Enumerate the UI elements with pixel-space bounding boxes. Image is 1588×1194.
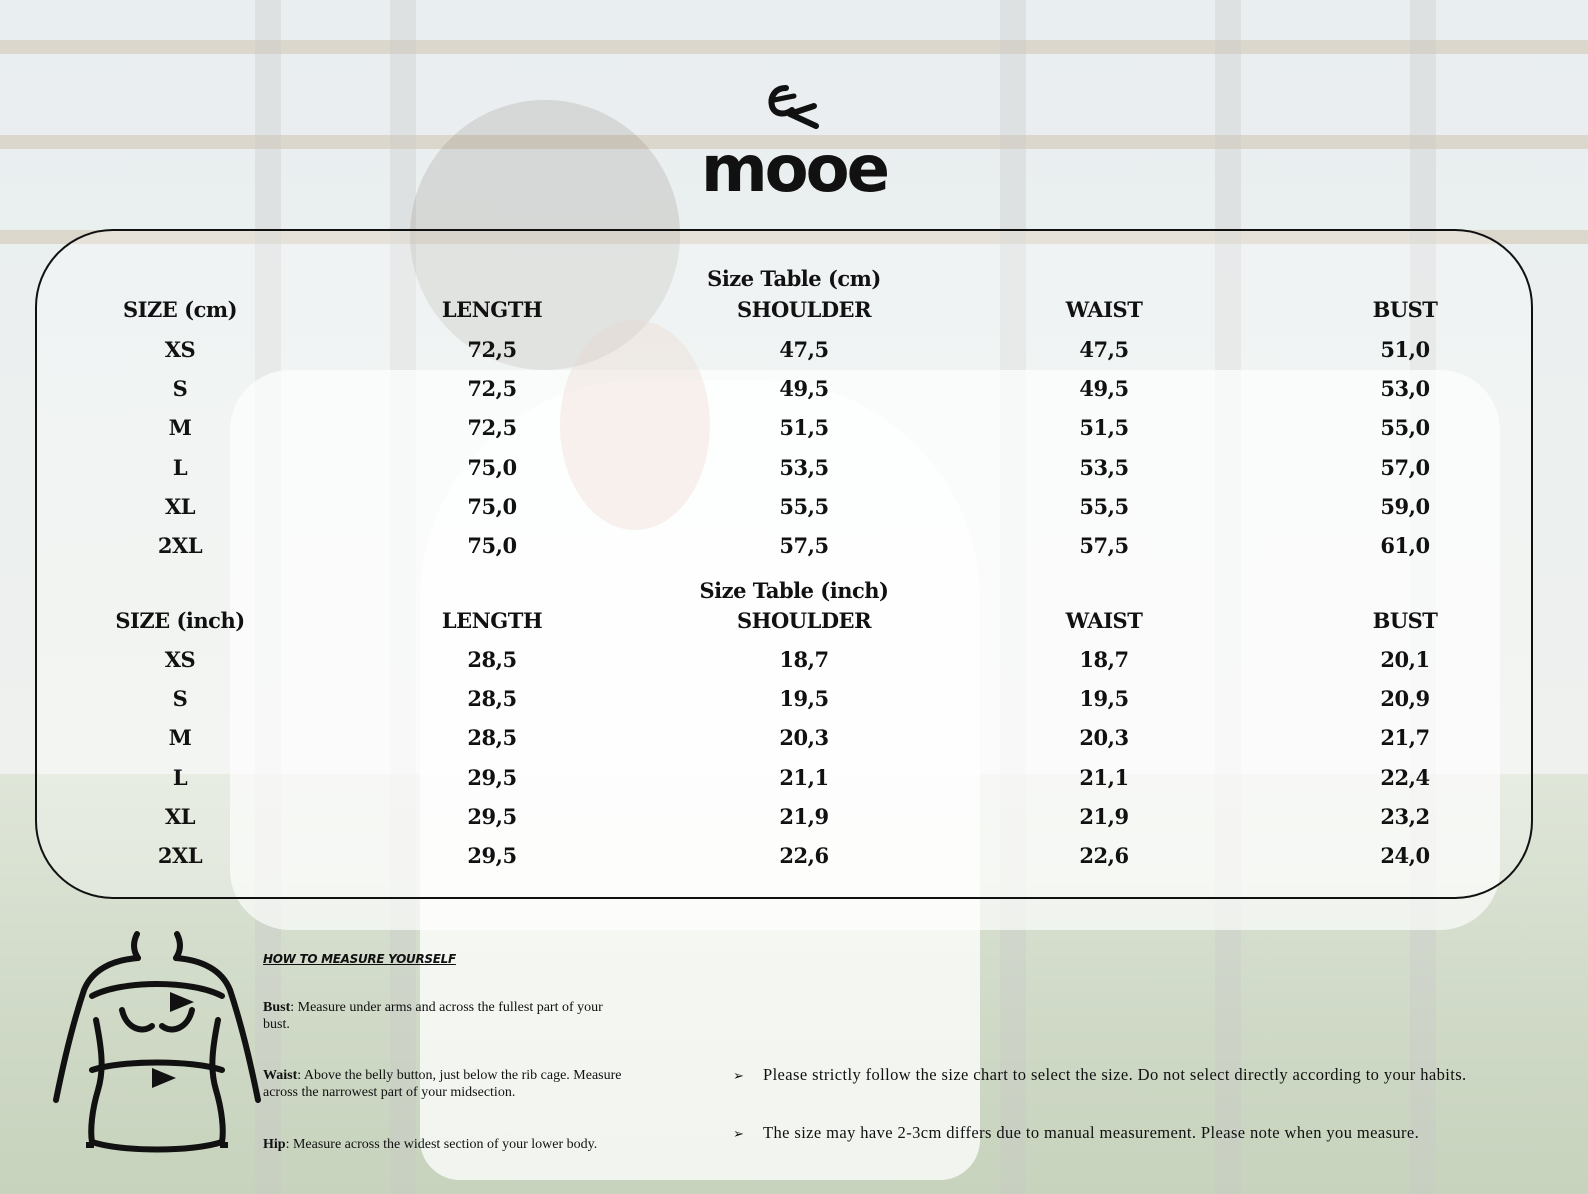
header-cell: LENGTH (441, 297, 543, 322)
mooe-logo-mark-icon (768, 84, 820, 130)
table-cell: 49,5 (779, 376, 829, 402)
table-cell: 55,5 (779, 493, 829, 519)
table-cell: 20,1 (1380, 647, 1430, 672)
bust-text: : Measure under arms and across the fullest part of your bust. (263, 1000, 603, 1032)
waist-label: Waist (263, 1068, 298, 1083)
table-cell: 55,5 (1079, 493, 1129, 519)
table-cell: 28,5 (467, 725, 517, 751)
table-cell: 18,7 (1079, 647, 1129, 672)
table-row (0, 376, 1588, 406)
table-cell: 24,0 (1380, 843, 1430, 868)
table-row (0, 843, 1588, 873)
table-row (0, 455, 1588, 485)
table-cell: 75,0 (467, 454, 517, 480)
header-cell: SIZE (inch) (115, 608, 245, 633)
table-cell: 21,9 (779, 803, 829, 829)
table-cell: XL (164, 803, 196, 829)
table-cell: 53,5 (1079, 454, 1129, 480)
table-cell: 21,9 (1079, 803, 1129, 829)
hip-text: : Measure across the widest section of your lower body. (285, 1137, 598, 1152)
brand-logo (0, 84, 1588, 207)
table-cell: 57,5 (1079, 533, 1129, 558)
brand-name: mooe (700, 133, 888, 207)
table-cell: 21,1 (1079, 764, 1129, 790)
table-cell: M (168, 725, 192, 751)
header-cell: WAIST (1065, 297, 1143, 322)
table-cell: 49,5 (1079, 376, 1129, 402)
table-cell: 2XL (157, 843, 203, 868)
bust-label: Bust (263, 1000, 291, 1015)
table-cell: 20,3 (779, 725, 829, 751)
table-cell: 51,0 (1380, 337, 1430, 362)
table-cell: 20,9 (1380, 686, 1430, 712)
table-cell: 22,4 (1380, 764, 1430, 790)
inch-table-title: Size Table (inch) (699, 578, 889, 603)
table-cell: 2XL (157, 533, 203, 558)
table-cell: 53,5 (779, 454, 829, 480)
table-cell: 72,5 (467, 337, 517, 362)
header-cell: WAIST (1065, 608, 1143, 633)
table-cell: 21,7 (1380, 725, 1430, 751)
size-note-text: The size may have 2-3cm differs due to manual measurement. Please note when you measure. (763, 1123, 1420, 1142)
header-cell: SIZE (cm) (122, 297, 238, 322)
header-cell: BUST (1372, 608, 1438, 633)
table-row (0, 686, 1588, 716)
table-cell: S (172, 376, 188, 402)
size-note-text: Please strictly follow the size chart to select the size. Do not select directly according to your habits. (763, 1065, 1467, 1084)
table-cell: 59,0 (1380, 493, 1430, 519)
table-cell: XL (164, 493, 196, 519)
table-cell: 23,2 (1380, 803, 1430, 829)
table-row (0, 494, 1588, 524)
table-cell: 53,0 (1380, 376, 1430, 402)
table-cell: 47,5 (779, 337, 829, 362)
table-cell: S (172, 686, 188, 712)
table-cell: 29,5 (467, 843, 517, 868)
table-cell: 28,5 (467, 686, 517, 712)
table-row (0, 765, 1588, 795)
waist-note (263, 1067, 623, 1101)
waist-text: : Above the belly button, just below the rib cage. Measure across the narrowest part of your midsection. (263, 1068, 622, 1100)
table-cell: L (172, 764, 188, 790)
table-cell: 57,0 (1380, 454, 1430, 480)
inch-table-header (0, 608, 1588, 638)
table-cell: 55,0 (1380, 415, 1430, 441)
table-cell: 28,5 (467, 647, 517, 672)
table-cell: 20,3 (1079, 725, 1129, 751)
size-note-1 (733, 1065, 1467, 1085)
table-cell: 29,5 (467, 803, 517, 829)
table-row (0, 337, 1588, 367)
table-cell: XS (164, 337, 196, 362)
table-cell: 72,5 (467, 376, 517, 402)
header-cell: BUST (1372, 297, 1438, 322)
table-row (0, 415, 1588, 445)
table-cell: 72,5 (467, 415, 517, 441)
hip-note (263, 1136, 623, 1153)
body-measurement-silhouette-icon (52, 930, 262, 1155)
cm-table-title: Size Table (cm) (707, 266, 881, 291)
bust-note (263, 999, 623, 1033)
size-table-panel (35, 229, 1533, 899)
table-cell: 57,5 (779, 533, 829, 558)
hip-label: Hip (263, 1137, 286, 1152)
cm-table-header (0, 297, 1588, 327)
table-row (0, 804, 1588, 834)
table-cell: 29,5 (467, 764, 517, 790)
table-cell: XS (164, 647, 196, 672)
table-cell: 75,0 (467, 533, 517, 558)
table-cell: 61,0 (1380, 533, 1430, 558)
table-cell: 75,0 (467, 493, 517, 519)
table-cell: 51,5 (1079, 415, 1129, 441)
how-to-measure-heading: HOW TO MEASURE YOURSELF (263, 952, 456, 966)
table-cell: 21,1 (779, 764, 829, 790)
table-cell: M (168, 415, 192, 441)
table-row (0, 533, 1588, 563)
size-note-2 (733, 1123, 1419, 1143)
arrowhead-bullet-icon: ➢ (733, 1068, 745, 1083)
table-cell: 19,5 (1079, 686, 1129, 712)
header-cell: SHOULDER (736, 297, 872, 322)
table-cell: 51,5 (779, 415, 829, 441)
header-cell: SHOULDER (736, 608, 872, 633)
table-cell: 22,6 (1079, 843, 1129, 868)
arrowhead-bullet-icon: ➢ (733, 1126, 745, 1141)
table-cell: 19,5 (779, 686, 829, 712)
header-cell: LENGTH (441, 608, 543, 633)
table-cell: 18,7 (779, 647, 829, 672)
table-row (0, 647, 1588, 677)
table-cell: L (172, 454, 188, 480)
table-cell: 47,5 (1079, 337, 1129, 362)
table-cell: 22,6 (779, 843, 829, 868)
table-row (0, 725, 1588, 755)
